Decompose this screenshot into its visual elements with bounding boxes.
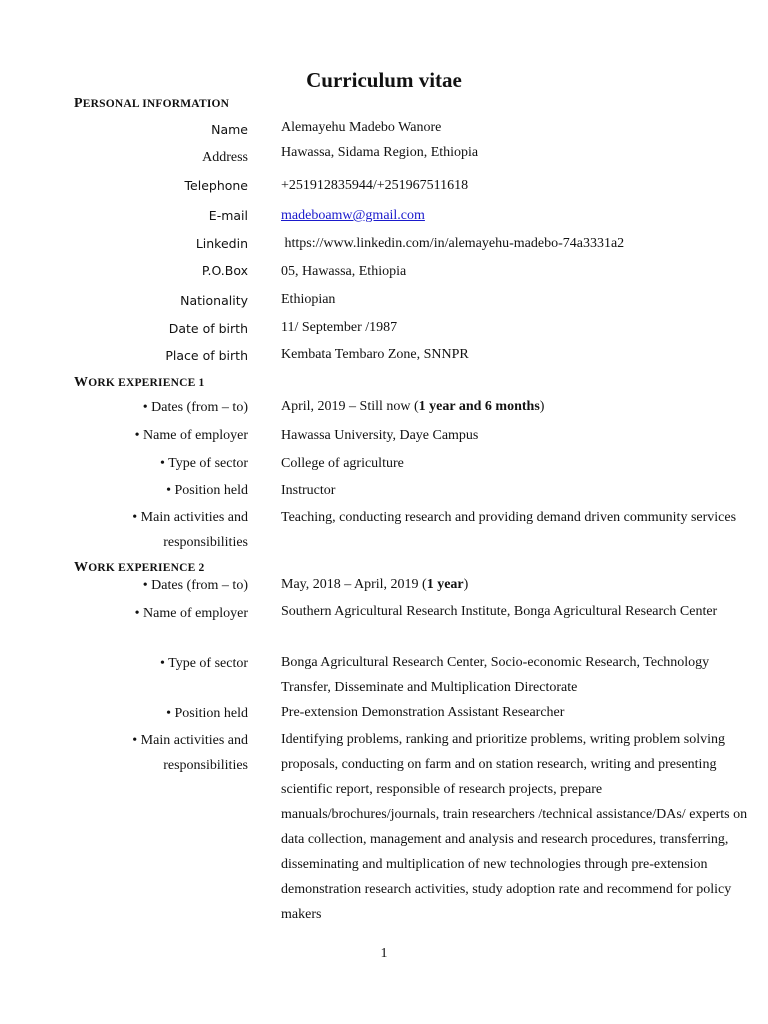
work1-sector-value: College of agriculture <box>281 456 404 471</box>
nationality-value: Ethiopian <box>281 292 336 307</box>
work1-dates-value: April, 2019 – Still now (1 year and 6 months) <box>281 399 545 414</box>
date-of-birth-value: 11/ September /1987 <box>281 320 398 335</box>
work2-sector-label: • Type of sector <box>159 656 248 671</box>
pobox-value: 05, Hawassa, Ethiopia <box>281 264 407 279</box>
document-title: Curriculum vitae <box>306 68 462 92</box>
work1-dates-label: • Dates (from – to) <box>142 400 248 415</box>
linkedin-value: https://www.linkedin.com/in/alemayehu-madebo-74a3331a2 <box>281 236 625 251</box>
nationality-label: Nationality <box>180 293 248 308</box>
work2-activities-label-line2: responsibilities <box>163 758 248 773</box>
place-of-birth-label: Place of birth <box>165 348 248 363</box>
section-heading-work-experience-1: WORK EXPERIENCE 1 <box>74 375 205 390</box>
page-number: 1 <box>380 946 388 961</box>
work1-activities-value: Teaching, conducting research and providing demand driven community services <box>281 510 737 525</box>
work1-employer-value: Hawassa University, Daye Campus <box>281 428 479 443</box>
section-heading-personal-information: PERSONAL INFORMATION <box>74 96 230 111</box>
section-heading-work-experience-2: WORK EXPERIENCE 2 <box>74 560 205 575</box>
place-of-birth-value: Kembata Tembaro Zone, SNNPR <box>281 347 469 362</box>
telephone-label: Telephone <box>184 178 248 193</box>
work2-position-label: • Position held <box>166 706 248 721</box>
work2-activities-value: Identifying problems, ranking and prioritize problems, writing problem solving proposals, conducting on farm and on station research, writing and presenting scientific report, responsible of research projects, prepare manuals/brochures/journals, train researchers /technical assistance/DAs/ experts on data collection, management and analysis and research procedures, transferring, disseminating and multiplication of new technologies through pre-extension demonstration research activities, study adoption rate and recommend for policy makers <box>281 732 748 922</box>
work2-dates-value: May, 2018 – April, 2019 (1 year) <box>281 577 469 592</box>
address-value: Hawassa, Sidama Region, Ethiopia <box>281 145 479 160</box>
work1-position-label: • Position held <box>166 483 248 498</box>
name-value: Alemayehu Madebo Wanore <box>281 120 442 135</box>
work1-activities-label-line2: responsibilities <box>163 535 248 550</box>
email-label: E-mail <box>208 208 248 223</box>
work1-sector-label: • Type of sector <box>159 456 248 471</box>
work2-sector-value: Bonga Agricultural Research Center, Socio-economic Research, Technology Transfer, Disseminate and Multiplication Directorate <box>281 655 710 695</box>
work1-activities-label-line1: • Main activities and <box>132 510 248 525</box>
work2-dates-label: • Dates (from – to) <box>142 578 248 593</box>
address-label: Address <box>202 150 248 165</box>
work1-employer-label: • Name of employer <box>134 428 248 443</box>
date-of-birth-label: Date of birth <box>168 321 248 336</box>
linkedin-label: Linkedin <box>195 236 248 251</box>
telephone-value: +251912835944/+251967511618 <box>281 178 469 193</box>
work2-employer-value: Southern Agricultural Research Institute, Bonga Agricultural Research Center <box>281 604 718 619</box>
name-label: Name <box>211 122 248 137</box>
pobox-label: P.O.Box <box>201 263 248 278</box>
work2-activities-label-line1: • Main activities and <box>132 733 248 748</box>
email-link[interactable]: madeboamw@gmail.com <box>281 208 425 223</box>
work1-position-value: Instructor <box>281 483 336 498</box>
work2-employer-label: • Name of employer <box>134 606 248 621</box>
work2-position-value: Pre-extension Demonstration Assistant Researcher <box>281 705 565 720</box>
